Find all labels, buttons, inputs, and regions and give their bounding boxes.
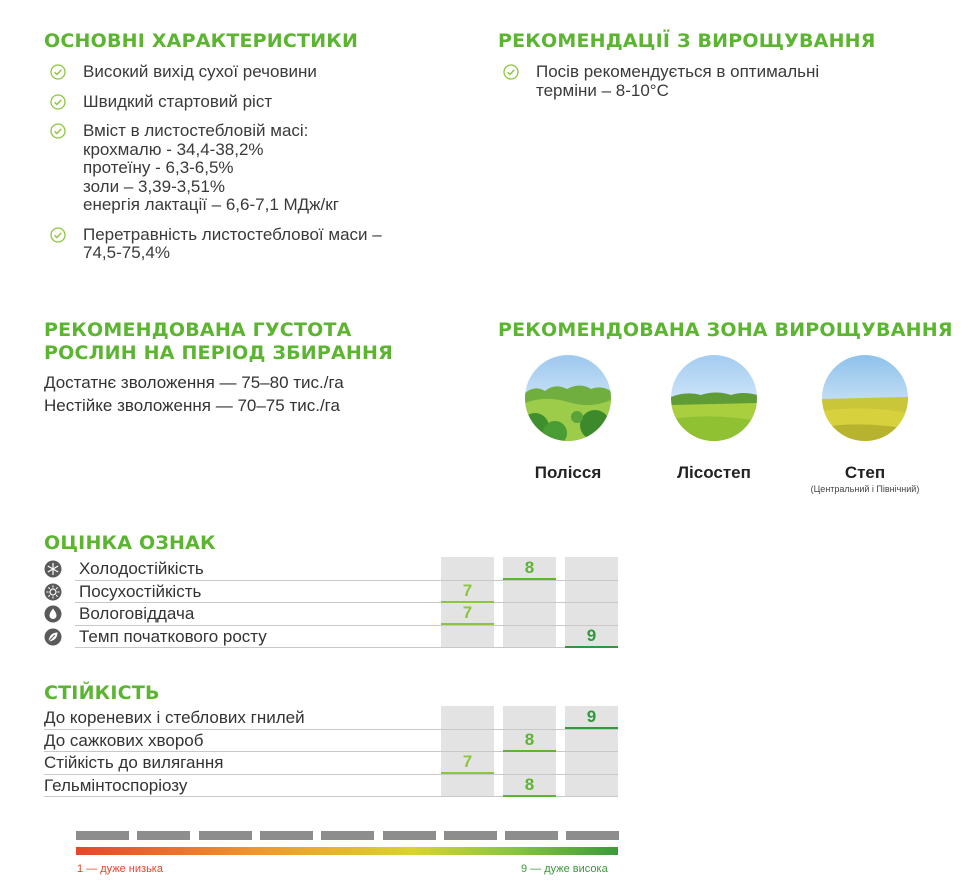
snowflake-icon	[44, 560, 62, 578]
list-item	[50, 122, 470, 215]
list-item-text: Швидкий стартовий ріст	[83, 91, 273, 111]
list-item-text: Перетравність листостеблової маси – 74,5-75,4%	[83, 224, 382, 262]
zone-sublabel: (Центральний і Північний)	[810, 484, 920, 494]
score-underline	[565, 646, 618, 648]
scale-segment	[199, 831, 252, 840]
row-label: Темп початкового росту	[79, 626, 267, 646]
score-value: 8	[524, 774, 535, 794]
zone-label: Полісся	[534, 463, 602, 482]
score-value: 7	[462, 603, 473, 622]
growing-recommendations-list	[503, 63, 923, 111]
row-label: Вологовіддача	[79, 604, 195, 623]
score-value: 7	[462, 580, 473, 600]
scale-gradient-bar	[76, 847, 618, 855]
traits-title: ОЦІНКА ОЗНАК	[44, 532, 216, 554]
density-line-2: Нестійке зволоження — 70–75 тис./га	[44, 396, 340, 415]
score-underline	[565, 727, 618, 729]
table-row	[44, 707, 618, 730]
row-label: До сажкових хвороб	[44, 730, 204, 750]
check-circle-icon	[50, 123, 66, 139]
score-value: 9	[586, 707, 597, 726]
density-title-line2: РОСЛИН НА ПЕРІОД ЗБИРАННЯ	[44, 342, 393, 364]
row-label: Холодостійкість	[79, 559, 204, 578]
density-line-1: Достатнє зволоження — 75–80 тис./га	[44, 373, 344, 392]
table-row	[44, 752, 618, 775]
zone-lisostep	[656, 355, 772, 483]
score-underline	[503, 578, 556, 580]
list-item	[50, 93, 470, 112]
score-underline	[503, 750, 556, 752]
row-label: До кореневих і стеблових гнилей	[44, 708, 305, 727]
leaf-icon	[44, 628, 62, 646]
score-value: 8	[524, 729, 535, 749]
forest-steppe-landscape-icon	[671, 355, 757, 441]
score-value: 8	[524, 558, 535, 577]
density-title-line1: РЕКОМЕНДОВАНА ГУСТОТА	[44, 319, 352, 341]
score-underline	[441, 772, 494, 774]
zone-label: Лісостеп	[677, 463, 751, 482]
sun-icon	[44, 583, 62, 601]
check-circle-icon	[50, 64, 66, 80]
main-characteristics-title: ОСНОВНІ ХАРАКТЕРИСТИКИ	[44, 30, 359, 52]
scale-segment	[76, 831, 129, 840]
density-values	[44, 371, 344, 417]
scale-segment	[137, 831, 190, 840]
scale-segment	[505, 831, 558, 840]
scale-segment	[383, 831, 436, 840]
zone-polissya	[510, 355, 626, 483]
list-item	[503, 63, 923, 100]
scale-high-label: 9 — дуже висока	[521, 863, 608, 875]
score-value: 9	[586, 625, 597, 645]
row-label: Посухостійкість	[79, 581, 202, 601]
scale-segment	[321, 831, 374, 840]
list-item-text: Високий вихід сухої речовини	[83, 62, 317, 81]
list-item	[50, 226, 470, 263]
list-item-text: Посів рекомендується в оптимальні терміни – 8-10°С	[536, 62, 820, 100]
scale-low-label: 1 — дуже низька	[77, 863, 163, 875]
table-row	[44, 581, 618, 604]
water-drop-icon	[44, 605, 62, 623]
list-item	[50, 63, 470, 82]
check-circle-icon	[50, 227, 66, 243]
resistance-title: СТІЙКІСТЬ	[44, 682, 160, 704]
check-circle-icon	[503, 64, 519, 80]
score-value: 7	[462, 752, 473, 771]
scale-segment	[444, 831, 497, 840]
table-row	[44, 626, 618, 649]
row-divider	[75, 647, 618, 648]
score-underline	[441, 623, 494, 625]
density-title	[44, 319, 393, 365]
growing-recommendations-title: РЕКОМЕНДАЦІЇ З ВИРОЩУВАННЯ	[498, 30, 876, 52]
table-row	[44, 603, 618, 626]
steppe-landscape-icon	[822, 355, 908, 441]
zone-label: Степ	[844, 463, 886, 482]
row-label: Стійкість до вилягання	[44, 753, 224, 772]
forest-landscape-icon	[525, 355, 611, 441]
scale-segment	[260, 831, 313, 840]
list-item-text: Вміст в листостебловій масі: крохмалю - 34,4-38,2% протеїну - 6,3-6,5% золи – 3,39-3,51% енергія лактації – 6,6-7,1 МДж/кг	[83, 121, 339, 214]
check-circle-icon	[50, 94, 66, 110]
zones-title: РЕКОМЕНДОВАНА ЗОНА ВИРОЩУВАННЯ	[498, 319, 953, 341]
zone-step	[795, 355, 935, 495]
main-characteristics-list	[50, 63, 470, 274]
row-label: Гельмінтоспоріозу	[44, 775, 188, 795]
score-underline	[503, 795, 556, 797]
scale-segment	[566, 831, 619, 840]
